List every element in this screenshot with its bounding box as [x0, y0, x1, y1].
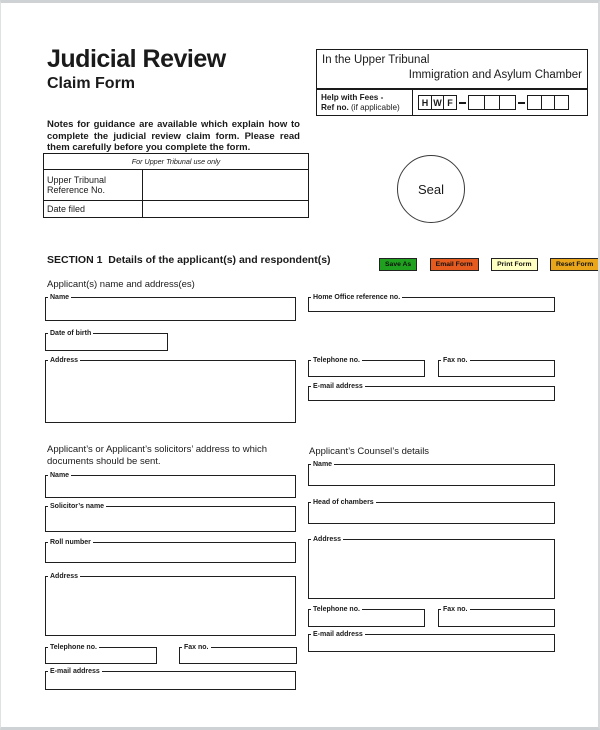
date-filed-input[interactable] — [143, 201, 309, 218]
home-office-ref-field[interactable] — [308, 294, 555, 312]
fees-ref-suffix: (if applicable) — [348, 103, 400, 112]
solicitor-telephone-label: Telephone no. — [50, 644, 97, 651]
solicitor-name-field[interactable] — [45, 503, 296, 532]
form-toolbar — [379, 253, 600, 271]
counsel-telephone-field[interactable] — [308, 606, 425, 627]
applicant-telephone-field[interactable] — [308, 357, 425, 377]
hwf-dash — [459, 102, 466, 104]
page-subtitle: Claim Form — [47, 75, 136, 92]
counsel-address-field[interactable] — [308, 536, 555, 599]
solicitor-contact-name-field[interactable] — [45, 472, 296, 498]
section1-number: SECTION 1 — [47, 254, 103, 266]
head-of-chambers-label: Head of chambers — [313, 499, 374, 506]
counsel-telephone-label: Telephone no. — [313, 606, 360, 613]
hwf-prefix-group — [418, 95, 457, 110]
fees-label-line1: Help with Fees - — [321, 93, 384, 102]
seal-label: Seal — [417, 181, 445, 197]
ut-reference-input[interactable] — [143, 170, 309, 201]
solicitor-email-field[interactable] — [45, 668, 296, 690]
tribunal-header-box — [316, 49, 588, 89]
solicitor-contact-name-label: Name — [50, 472, 70, 479]
applicant-address-field[interactable] — [45, 357, 296, 423]
tribunal-line1: In the Upper Tribunal — [322, 54, 430, 66]
hwf-digit-cell[interactable] — [468, 95, 485, 110]
applicant-block-heading: Applicant(s) name and address(es) — [47, 279, 195, 290]
counsel-email-field[interactable] — [308, 631, 555, 652]
solicitor-block-heading: Applicant’s or Applicant’s solicitors’ address to which documents should be sent. — [47, 444, 268, 467]
applicant-email-label: E-mail address — [313, 383, 363, 390]
hwf-digit-group-1 — [468, 95, 516, 110]
section1-title: Details of the applicant(s) and respondent(s) — [108, 254, 331, 266]
home-office-ref-label: Home Office reference no. — [313, 294, 401, 301]
date-filed-label: Date filed — [44, 201, 143, 218]
counsel-email-label: E-mail address — [313, 631, 363, 638]
applicant-name-label: Name — [50, 294, 70, 301]
solicitor-telephone-field[interactable] — [45, 644, 157, 664]
seal-circle — [397, 155, 465, 223]
counsel-name-label: Name — [313, 461, 333, 468]
solicitor-address-label: Address — [50, 573, 79, 580]
section1-heading — [47, 254, 331, 266]
solicitor-fax-field[interactable] — [179, 644, 297, 664]
help-with-fees-row — [316, 89, 588, 116]
solicitor-fax-label: Fax no. — [184, 644, 209, 651]
counsel-block-heading: Applicant’s Counsel’s details — [309, 446, 430, 457]
hwf-digit-group-2 — [527, 95, 569, 110]
applicant-fax-label: Fax no. — [443, 357, 468, 364]
applicant-address-label: Address — [50, 357, 79, 364]
hwf-dash — [518, 102, 525, 104]
fees-ref-label: Ref no. — [321, 103, 349, 112]
save-as-button[interactable]: Save As — [379, 258, 417, 271]
reset-form-button[interactable]: Reset Form — [550, 258, 599, 271]
hwf-digit-cell[interactable] — [484, 95, 501, 110]
head-of-chambers-field[interactable] — [308, 499, 555, 524]
tribunal-line2: Immigration and Asylum Chamber — [408, 69, 582, 81]
upper-tribunal-use-table — [43, 153, 309, 218]
applicant-telephone-label: Telephone no. — [313, 357, 360, 364]
counsel-fax-label: Fax no. — [443, 606, 468, 613]
page-title: Judicial Review — [47, 45, 226, 73]
hwf-letter-w: W — [431, 95, 445, 110]
applicant-name-field[interactable] — [45, 294, 296, 321]
ut-reference-label: Upper Tribunal Reference No. — [44, 170, 143, 201]
counsel-address-label: Address — [313, 536, 342, 543]
hwf-digit-cell[interactable] — [554, 95, 569, 110]
hwf-letter-f: F — [443, 95, 457, 110]
hwf-letter-h: H — [418, 95, 432, 110]
counsel-fax-field[interactable] — [438, 606, 555, 627]
email-form-button[interactable]: Email Form — [430, 258, 479, 271]
guidance-notes: Notes for guidance are available which explain how to complete the judicial review claim form. Please read them carefully before you complete the form. — [47, 119, 300, 153]
hwf-reference-boxes — [413, 89, 588, 116]
applicant-fax-field[interactable] — [438, 357, 555, 377]
solicitor-email-label: E-mail address — [50, 668, 100, 675]
hwf-digit-cell[interactable] — [499, 95, 516, 110]
solicitor-address-field[interactable] — [45, 573, 296, 636]
date-of-birth-label: Date of birth — [50, 330, 92, 337]
help-with-fees-label — [316, 89, 413, 116]
applicant-email-field[interactable] — [308, 383, 555, 401]
roll-number-label: Roll number — [50, 539, 91, 546]
roll-number-field[interactable] — [45, 539, 296, 563]
date-of-birth-field[interactable] — [45, 330, 168, 351]
solicitor-name-label: Solicitor’s name — [50, 503, 105, 510]
print-form-button[interactable]: Print Form — [491, 258, 537, 271]
counsel-name-field[interactable] — [308, 461, 555, 486]
ut-table-header: For Upper Tribunal use only — [44, 154, 309, 170]
